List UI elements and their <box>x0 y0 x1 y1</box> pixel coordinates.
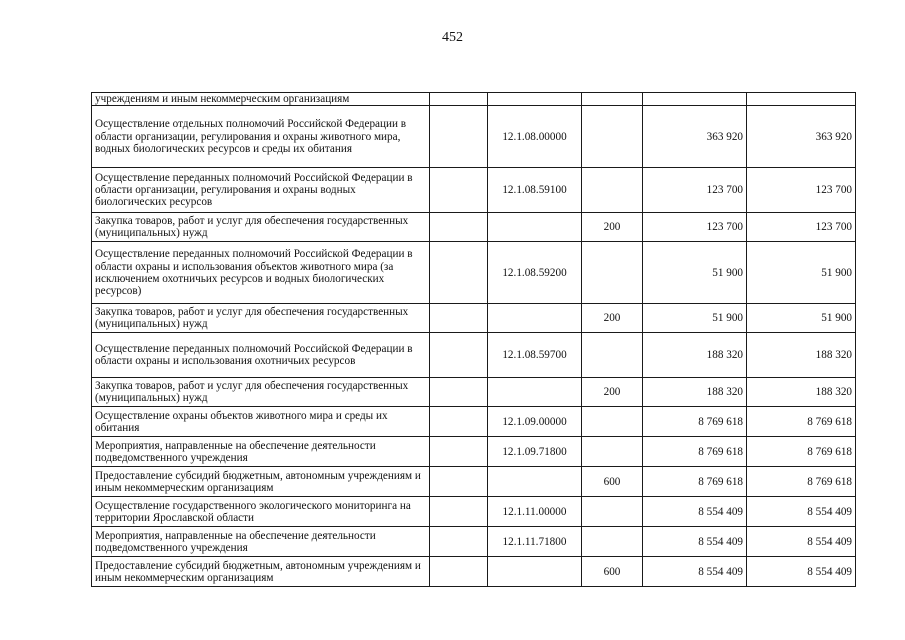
item-name-cell: Мероприятия, направленные на обеспечение деятельности подведомственного учреждения <box>92 437 430 467</box>
ministry-code-cell <box>430 527 488 557</box>
expense-type-cell: 200 <box>582 213 643 242</box>
page-number: 452 <box>442 30 463 45</box>
item-name-cell: Осуществление отдельных полномочий Российской Федерации в области организации, регулирования и охраны животного мира, водных биологических ресурсов и среды их обитания <box>92 106 430 168</box>
table-row <box>92 557 856 587</box>
ministry-code-cell <box>430 168 488 213</box>
expense-type-cell <box>582 93 643 106</box>
amount-1-cell: 8 554 409 <box>643 497 747 527</box>
ministry-code-cell <box>430 106 488 168</box>
table-row <box>92 407 856 437</box>
item-name-cell: Закупка товаров, работ и услуг для обеспечения государственных (муниципальных) нужд <box>92 213 430 242</box>
item-name-cell: Осуществление переданных полномочий Российской Федерации в области организации, регулирования и охраны водных биологических ресурсов <box>92 168 430 213</box>
ministry-code-cell <box>430 213 488 242</box>
amount-2-cell: 8 554 409 <box>747 497 856 527</box>
expense-type-cell <box>582 333 643 378</box>
ministry-code-cell <box>430 378 488 407</box>
amount-2-cell: 188 320 <box>747 378 856 407</box>
item-name-cell: Осуществление государственного экологического мониторинга на территории Ярославской области <box>92 497 430 527</box>
amount-2-cell: 8 769 618 <box>747 467 856 497</box>
table-row <box>92 467 856 497</box>
item-name-cell: Осуществление переданных полномочий Российской Федерации в области охраны и использования охотничьих ресурсов <box>92 333 430 378</box>
target-article-cell <box>488 93 582 106</box>
amount-2-cell: 8 554 409 <box>747 557 856 587</box>
table-row <box>92 527 856 557</box>
amount-2-cell: 363 920 <box>747 106 856 168</box>
amount-1-cell: 8 769 618 <box>643 467 747 497</box>
amount-1-cell: 123 700 <box>643 213 747 242</box>
amount-2-cell: 8 769 618 <box>747 437 856 467</box>
table-row <box>92 106 856 168</box>
target-article-cell: 12.1.08.59700 <box>488 333 582 378</box>
ministry-code-cell <box>430 497 488 527</box>
item-name-cell: Предоставление субсидий бюджетным, автономным учреждениям и иным некоммерческим организациям <box>92 467 430 497</box>
expense-type-cell <box>582 407 643 437</box>
expense-type-cell: 200 <box>582 378 643 407</box>
amount-2-cell: 123 700 <box>747 213 856 242</box>
amount-1-cell <box>643 93 747 106</box>
amount-2-cell: 8 554 409 <box>747 527 856 557</box>
item-name-cell: Предоставление субсидий бюджетным, автономным учреждениям и иным некоммерческим организациям <box>92 557 430 587</box>
item-name-cell: Мероприятия, направленные на обеспечение деятельности подведомственного учреждения <box>92 527 430 557</box>
ministry-code-cell <box>430 93 488 106</box>
amount-2-cell: 188 320 <box>747 333 856 378</box>
target-article-cell: 12.1.11.71800 <box>488 527 582 557</box>
ministry-code-cell <box>430 304 488 333</box>
target-article-cell: 12.1.08.00000 <box>488 106 582 168</box>
target-article-cell: 12.1.09.00000 <box>488 407 582 437</box>
expense-type-cell <box>582 106 643 168</box>
target-article-cell <box>488 304 582 333</box>
ministry-code-cell <box>430 557 488 587</box>
amount-1-cell: 363 920 <box>643 106 747 168</box>
item-name-cell: учреждениям и иным некоммерческим организациям <box>92 93 430 106</box>
table-row <box>92 242 856 304</box>
amount-1-cell: 51 900 <box>643 242 747 304</box>
target-article-cell <box>488 467 582 497</box>
table-row <box>92 213 856 242</box>
item-name-cell: Осуществление охраны объектов животного мира и среды их обитания <box>92 407 430 437</box>
expense-type-cell <box>582 242 643 304</box>
item-name-cell: Закупка товаров, работ и услуг для обеспечения государственных (муниципальных) нужд <box>92 304 430 333</box>
target-article-cell: 12.1.08.59200 <box>488 242 582 304</box>
target-article-cell: 12.1.09.71800 <box>488 437 582 467</box>
amount-1-cell: 8 554 409 <box>643 557 747 587</box>
ministry-code-cell <box>430 333 488 378</box>
table-row <box>92 168 856 213</box>
expense-type-cell: 200 <box>582 304 643 333</box>
expense-type-cell: 600 <box>582 467 643 497</box>
table-row <box>92 497 856 527</box>
target-article-cell: 12.1.11.00000 <box>488 497 582 527</box>
expense-type-cell <box>582 497 643 527</box>
amount-1-cell: 188 320 <box>643 378 747 407</box>
expense-type-cell <box>582 437 643 467</box>
amount-1-cell: 8 554 409 <box>643 527 747 557</box>
amount-1-cell: 123 700 <box>643 168 747 213</box>
item-name-cell: Закупка товаров, работ и услуг для обеспечения государственных (муниципальных) нужд <box>92 378 430 407</box>
amount-1-cell: 188 320 <box>643 333 747 378</box>
amount-2-cell <box>747 93 856 106</box>
amount-1-cell: 8 769 618 <box>643 437 747 467</box>
ministry-code-cell <box>430 467 488 497</box>
table-row <box>92 304 856 333</box>
amount-2-cell: 51 900 <box>747 304 856 333</box>
amount-2-cell: 123 700 <box>747 168 856 213</box>
ministry-code-cell <box>430 242 488 304</box>
target-article-cell <box>488 557 582 587</box>
amount-2-cell: 51 900 <box>747 242 856 304</box>
table-row <box>92 437 856 467</box>
amount-1-cell: 8 769 618 <box>643 407 747 437</box>
item-name-cell: Осуществление переданных полномочий Российской Федерации в области охраны и использования объектов животного мира (за исключением охотничьих ресурсов и водных биологических ресурсов) <box>92 242 430 304</box>
expense-type-cell: 600 <box>582 557 643 587</box>
ministry-code-cell <box>430 407 488 437</box>
ministry-code-cell <box>430 437 488 467</box>
budget-table-body <box>92 93 856 587</box>
target-article-cell <box>488 378 582 407</box>
expense-type-cell <box>582 168 643 213</box>
target-article-cell <box>488 213 582 242</box>
amount-1-cell: 51 900 <box>643 304 747 333</box>
amount-2-cell: 8 769 618 <box>747 407 856 437</box>
table-row <box>92 333 856 378</box>
target-article-cell: 12.1.08.59100 <box>488 168 582 213</box>
budget-table <box>91 92 856 587</box>
table-row <box>92 378 856 407</box>
expense-type-cell <box>582 527 643 557</box>
table-row <box>92 93 856 106</box>
